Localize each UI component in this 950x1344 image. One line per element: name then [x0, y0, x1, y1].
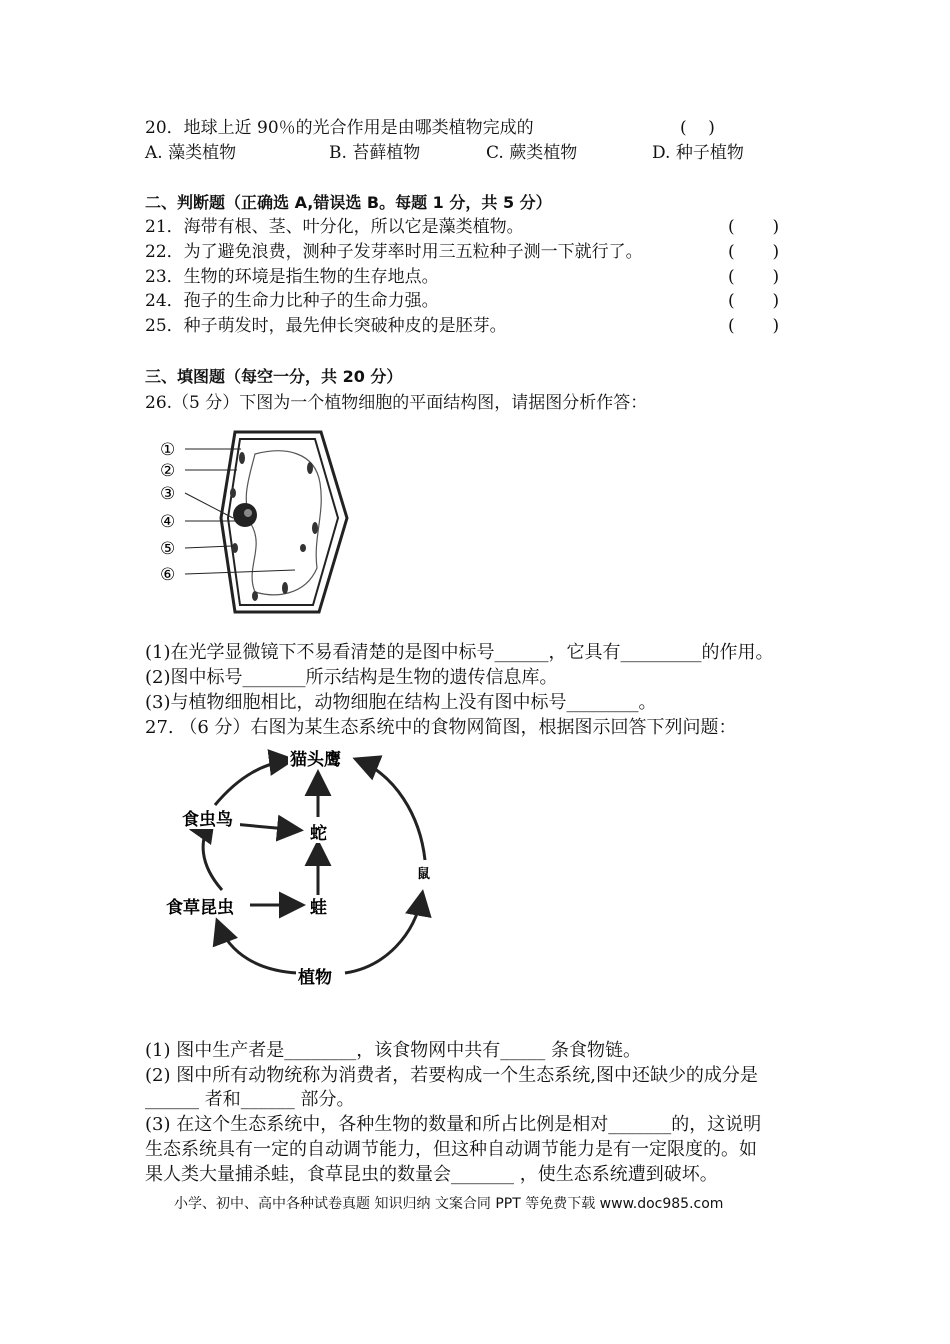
q20-answer-paren[interactable]: ( ) — [680, 118, 715, 138]
q20-stem: 20．地球上近 90％的光合作用是由哪类植物完成的 — [145, 118, 534, 138]
q20-option-d[interactable]: D. 种子植物 — [652, 143, 744, 163]
node-bird: 食虫鸟 — [182, 810, 233, 830]
chloroplast — [282, 582, 288, 594]
q24-text: 24．孢子的生命力比种子的生命力强。 — [145, 291, 439, 311]
q20-option-a[interactable]: A. 藻类植物 — [145, 143, 237, 163]
node-owl: 猫头鹰 — [290, 750, 341, 770]
cell-label-4: ④ — [160, 512, 176, 532]
chloroplast — [312, 522, 318, 534]
q22-answer-paren[interactable]: ( ) — [728, 242, 780, 262]
food-web-diagram — [160, 745, 450, 990]
node-mouse: 鼠 — [417, 867, 431, 882]
q21-text: 21．海带有根、茎、叶分化，所以它是藻类植物。 — [145, 217, 524, 237]
node-insect: 食草昆虫 — [166, 898, 234, 918]
cell-label-5: ⑤ — [160, 539, 176, 559]
q24-answer-paren[interactable]: ( ) — [728, 291, 780, 311]
chloroplast — [252, 591, 258, 601]
q20-option-c[interactable]: C. 蕨类植物 — [486, 143, 578, 163]
q27-sub-2: (2) 图中所有动物统称为消费者，若要构成一个生态系统,图中还缺少的成分是 — [145, 1065, 758, 1086]
q26-sub-2: (2)图中标号_______所示结构是生物的遗传信息库。 — [145, 667, 558, 688]
arrow-bird-to-owl — [215, 760, 290, 805]
chloroplast — [232, 543, 238, 553]
node-snake: 蛇 — [310, 824, 327, 844]
q26-stem: 26.（5 分）下图为一个植物细胞的平面结构图，请据图分析作答： — [145, 393, 648, 413]
node-frog: 蛙 — [310, 898, 327, 918]
q27-sub-1: (1) 图中生产者是________，该食物网中共有_____ 条食物链。 — [145, 1040, 641, 1061]
q20-option-b[interactable]: B. 苔藓植物 — [329, 143, 421, 163]
arrow-plant-to-mouse — [345, 895, 422, 973]
q27-sub-3-cont-1: 生态系统具有一定的自动调节能力，但这种自动调节能力是有一定限度的。如 — [145, 1139, 757, 1160]
section3-title: 三、填图题（每空一分，共 20 分） — [145, 367, 403, 386]
arrow-mouse-to-owl — [358, 760, 425, 860]
node-plant: 植物 — [298, 968, 332, 988]
chloroplast — [300, 544, 306, 552]
cell-label-1: ① — [160, 440, 176, 460]
q22-text: 22．为了避免浪费，测种子发芽率时用三五粒种子测一下就行了。 — [145, 242, 643, 262]
chloroplast — [239, 452, 245, 464]
cell-label-3: ③ — [160, 484, 176, 504]
cell-label-2: ② — [160, 461, 176, 481]
q23-text: 23．生物的环境是指生物的生存地点。 — [145, 267, 439, 287]
q27-sub-3: (3) 在这个生态系统中，各种生物的数量和所占比例是相对_______的，这说明 — [145, 1114, 762, 1135]
arrow-insect-to-bird — [203, 820, 222, 890]
q25-answer-paren[interactable]: ( ) — [728, 316, 780, 336]
q26-sub-1: (1)在光学显微镜下不易看清楚的是图中标号______，它具有_________的作用。 — [145, 642, 774, 663]
q27-stem: 27. （6 分）右图为某生态系统中的食物网简图，根据图示回答下列问题： — [145, 717, 737, 738]
chloroplast — [307, 462, 313, 474]
q21-answer-paren[interactable]: ( ) — [728, 217, 780, 237]
chloroplast — [230, 488, 236, 498]
q23-answer-paren[interactable]: ( ) — [728, 267, 780, 287]
cell-label-6: ⑥ — [160, 565, 176, 585]
q27-sub-2-cont: ______ 者和______ 部分。 — [145, 1089, 355, 1110]
footer-note: 小学、初中、高中各种试卷真题 知识归纳 文案合同 PPT 等免费下载 www.doc985.com — [174, 1196, 724, 1212]
q25-text: 25．种子萌发时，最先伸长突破种皮的是胚芽。 — [145, 316, 507, 336]
q26-sub-3: (3)与植物细胞相比，动物细胞在结构上没有图中标号________。 — [145, 692, 657, 713]
section2-title: 二、判断题（正确选 A,错误选 B。每题 1 分，共 5 分） — [145, 193, 552, 212]
plant-cell-diagram — [155, 428, 355, 618]
arrow-plant-to-insect — [218, 923, 298, 973]
q27-sub-3-cont-2: 果人类大量捕杀蛙，食草昆虫的数量会_______ ，使生态系统遭到破坏。 — [145, 1164, 718, 1185]
